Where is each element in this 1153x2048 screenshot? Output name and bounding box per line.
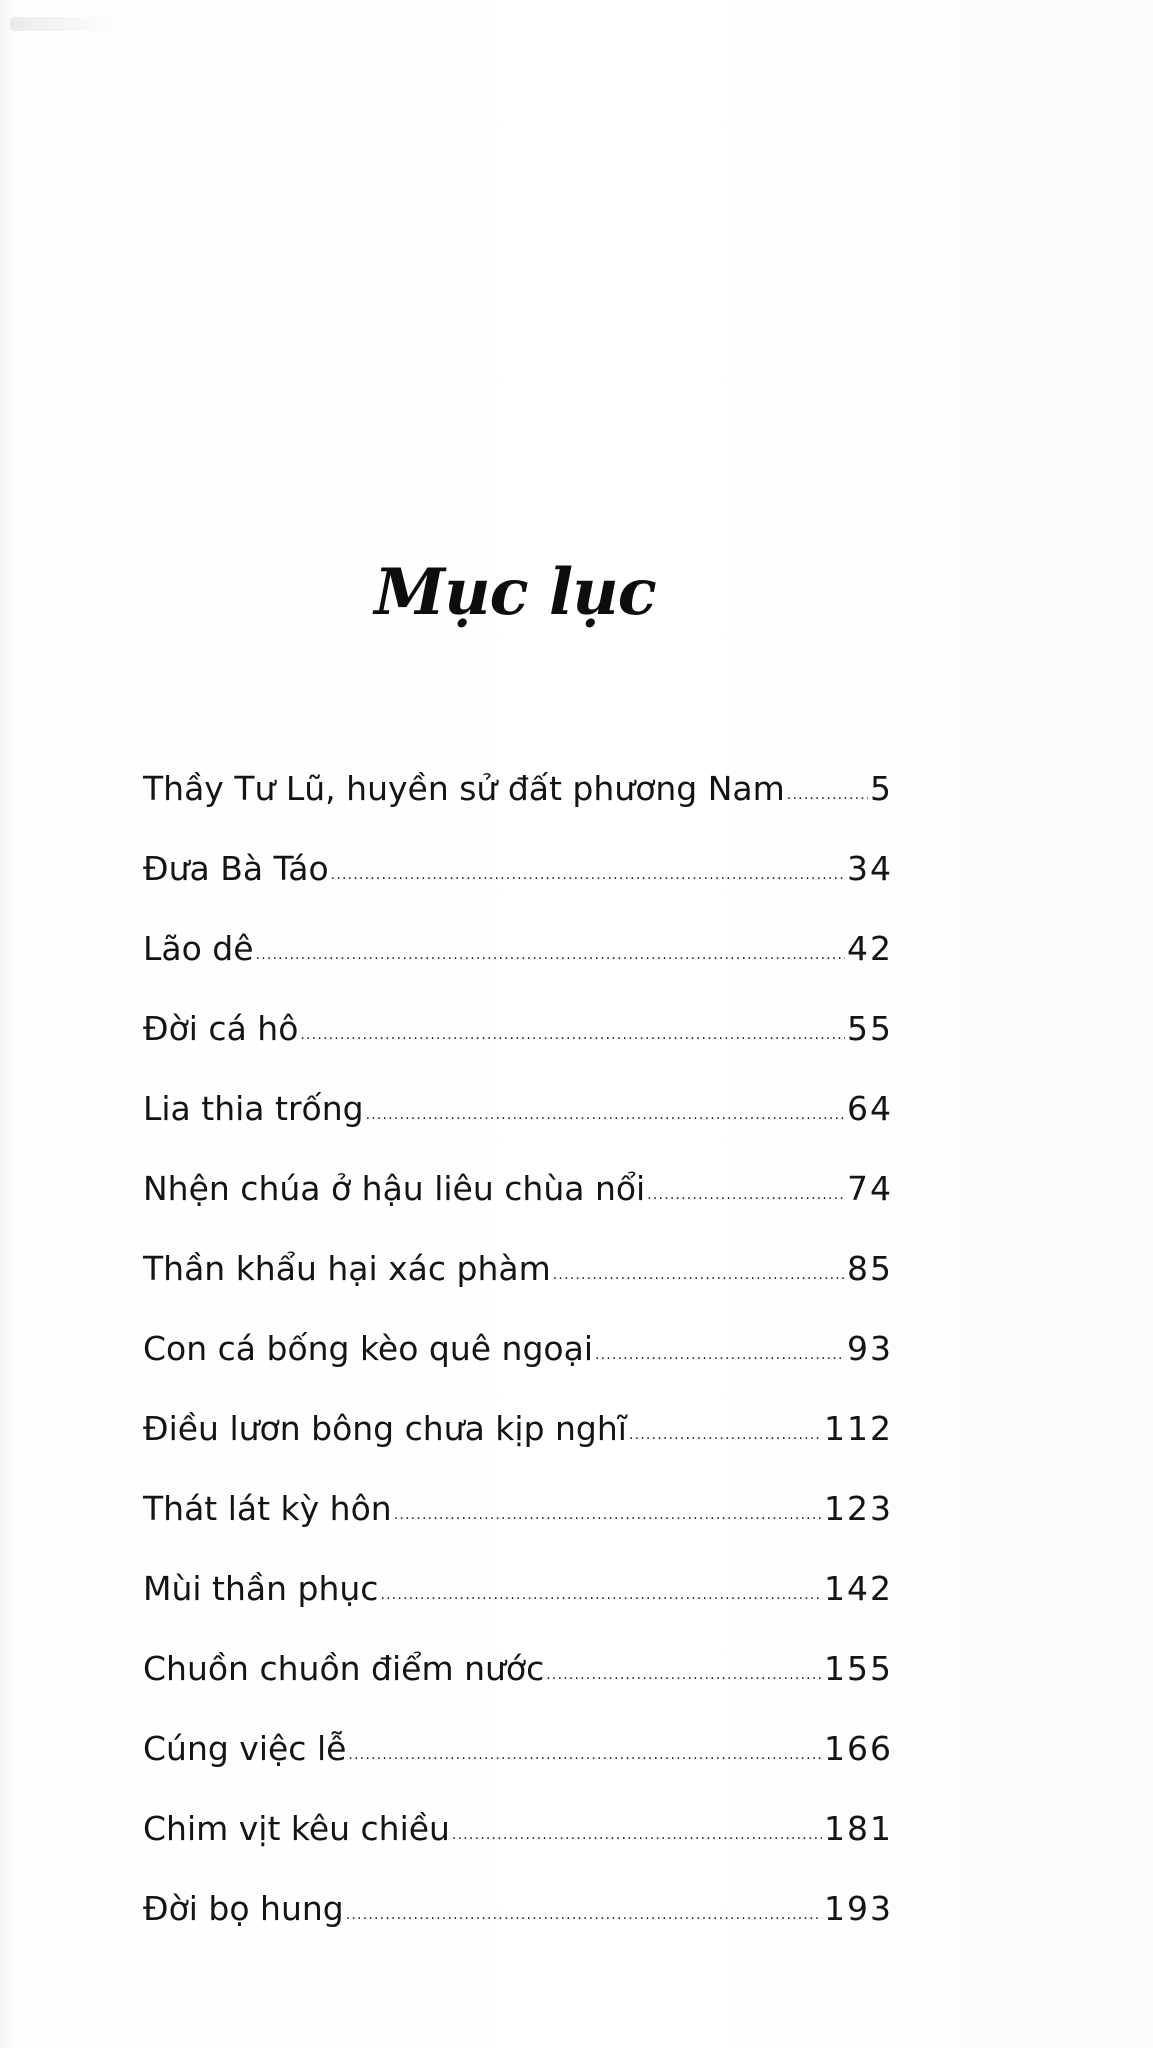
toc-entry-title: Nhện chúa ở hậu liêu chùa nổi: [143, 1169, 646, 1208]
toc-entry-title: Cúng việc lễ: [143, 1729, 347, 1768]
toc-entry: [143, 1722, 893, 1802]
toc-entry: [143, 762, 893, 842]
dot-leader: [300, 1008, 845, 1062]
toc-entry-page: 112: [824, 1409, 893, 1448]
toc-entry-title: Chuồn chuồn điểm nước: [143, 1649, 545, 1688]
toc-entry-page: 74: [847, 1169, 893, 1208]
dot-leader: [346, 1888, 822, 1942]
toc-entry-page: 166: [824, 1729, 893, 1768]
toc-entry-page: 123: [824, 1489, 893, 1528]
toc-entry-title: Điều lươn bông chưa kịp nghĩ: [143, 1409, 627, 1448]
toc-entry: [143, 922, 893, 1002]
toc-entry: [143, 1882, 893, 1962]
dot-leader: [366, 1088, 845, 1142]
toc-entry-page: 34: [847, 849, 893, 888]
dot-leader: [331, 848, 845, 902]
dot-leader: [647, 1168, 845, 1222]
dot-leader: [380, 1568, 822, 1622]
toc-entry: [143, 1562, 893, 1642]
toc-entry-page: 55: [847, 1009, 893, 1048]
toc-entry-title: Thát lát kỳ hôn: [143, 1489, 392, 1528]
toc-entry: [143, 842, 893, 922]
dot-leader: [629, 1408, 822, 1462]
toc-entry: [143, 1082, 893, 1162]
dot-leader: [394, 1488, 822, 1542]
toc-entry-title: Chim vịt kêu chiều: [143, 1809, 450, 1848]
toc-entry: [143, 1242, 893, 1322]
toc-entry: [143, 1322, 893, 1402]
toc-entry-page: 93: [847, 1329, 893, 1368]
toc-entry-title: Đời cá hô: [143, 1009, 299, 1048]
dot-leader: [787, 768, 868, 822]
toc-entry-page: 193: [824, 1889, 893, 1928]
toc-entry-page: 42: [847, 929, 893, 968]
toc-entry-page: 85: [847, 1249, 893, 1288]
toc-entry-title: Thầy Tư Lũ, huyền sử đất phương Nam: [143, 769, 785, 808]
dot-leader: [595, 1328, 845, 1382]
dot-leader: [452, 1808, 822, 1862]
toc-entry-page: 5: [870, 769, 893, 808]
page-title: Mục lục: [374, 554, 656, 630]
toc-entry-page: 155: [824, 1649, 893, 1688]
toc-entry-title: Thần khẩu hại xác phàm: [143, 1249, 551, 1288]
dot-leader: [546, 1648, 822, 1702]
toc-entry: [143, 1642, 893, 1722]
toc-entry: [143, 1402, 893, 1482]
toc-entry: [143, 1162, 893, 1242]
toc-entry-page: 142: [824, 1569, 893, 1608]
toc-entry-title: Lia thia trống: [143, 1089, 364, 1128]
scan-artifact: [10, 17, 120, 31]
dot-leader: [256, 928, 845, 982]
toc-entry-page: 64: [847, 1089, 893, 1128]
toc-entry: [143, 1002, 893, 1082]
toc-entry-title: Mùi thần phục: [143, 1569, 379, 1608]
table-of-contents: [143, 762, 893, 1962]
toc-entry-page: 181: [824, 1809, 893, 1848]
dot-leader: [553, 1248, 845, 1302]
toc-entry: [143, 1482, 893, 1562]
toc-entry-title: Lão dê: [143, 929, 254, 968]
toc-entry: [143, 1802, 893, 1882]
toc-entry-title: Con cá bống kèo quê ngoại: [143, 1329, 593, 1368]
dot-leader: [348, 1728, 822, 1782]
toc-entry-title: Đưa Bà Táo: [143, 849, 329, 888]
toc-entry-title: Đời bọ hung: [143, 1889, 344, 1928]
